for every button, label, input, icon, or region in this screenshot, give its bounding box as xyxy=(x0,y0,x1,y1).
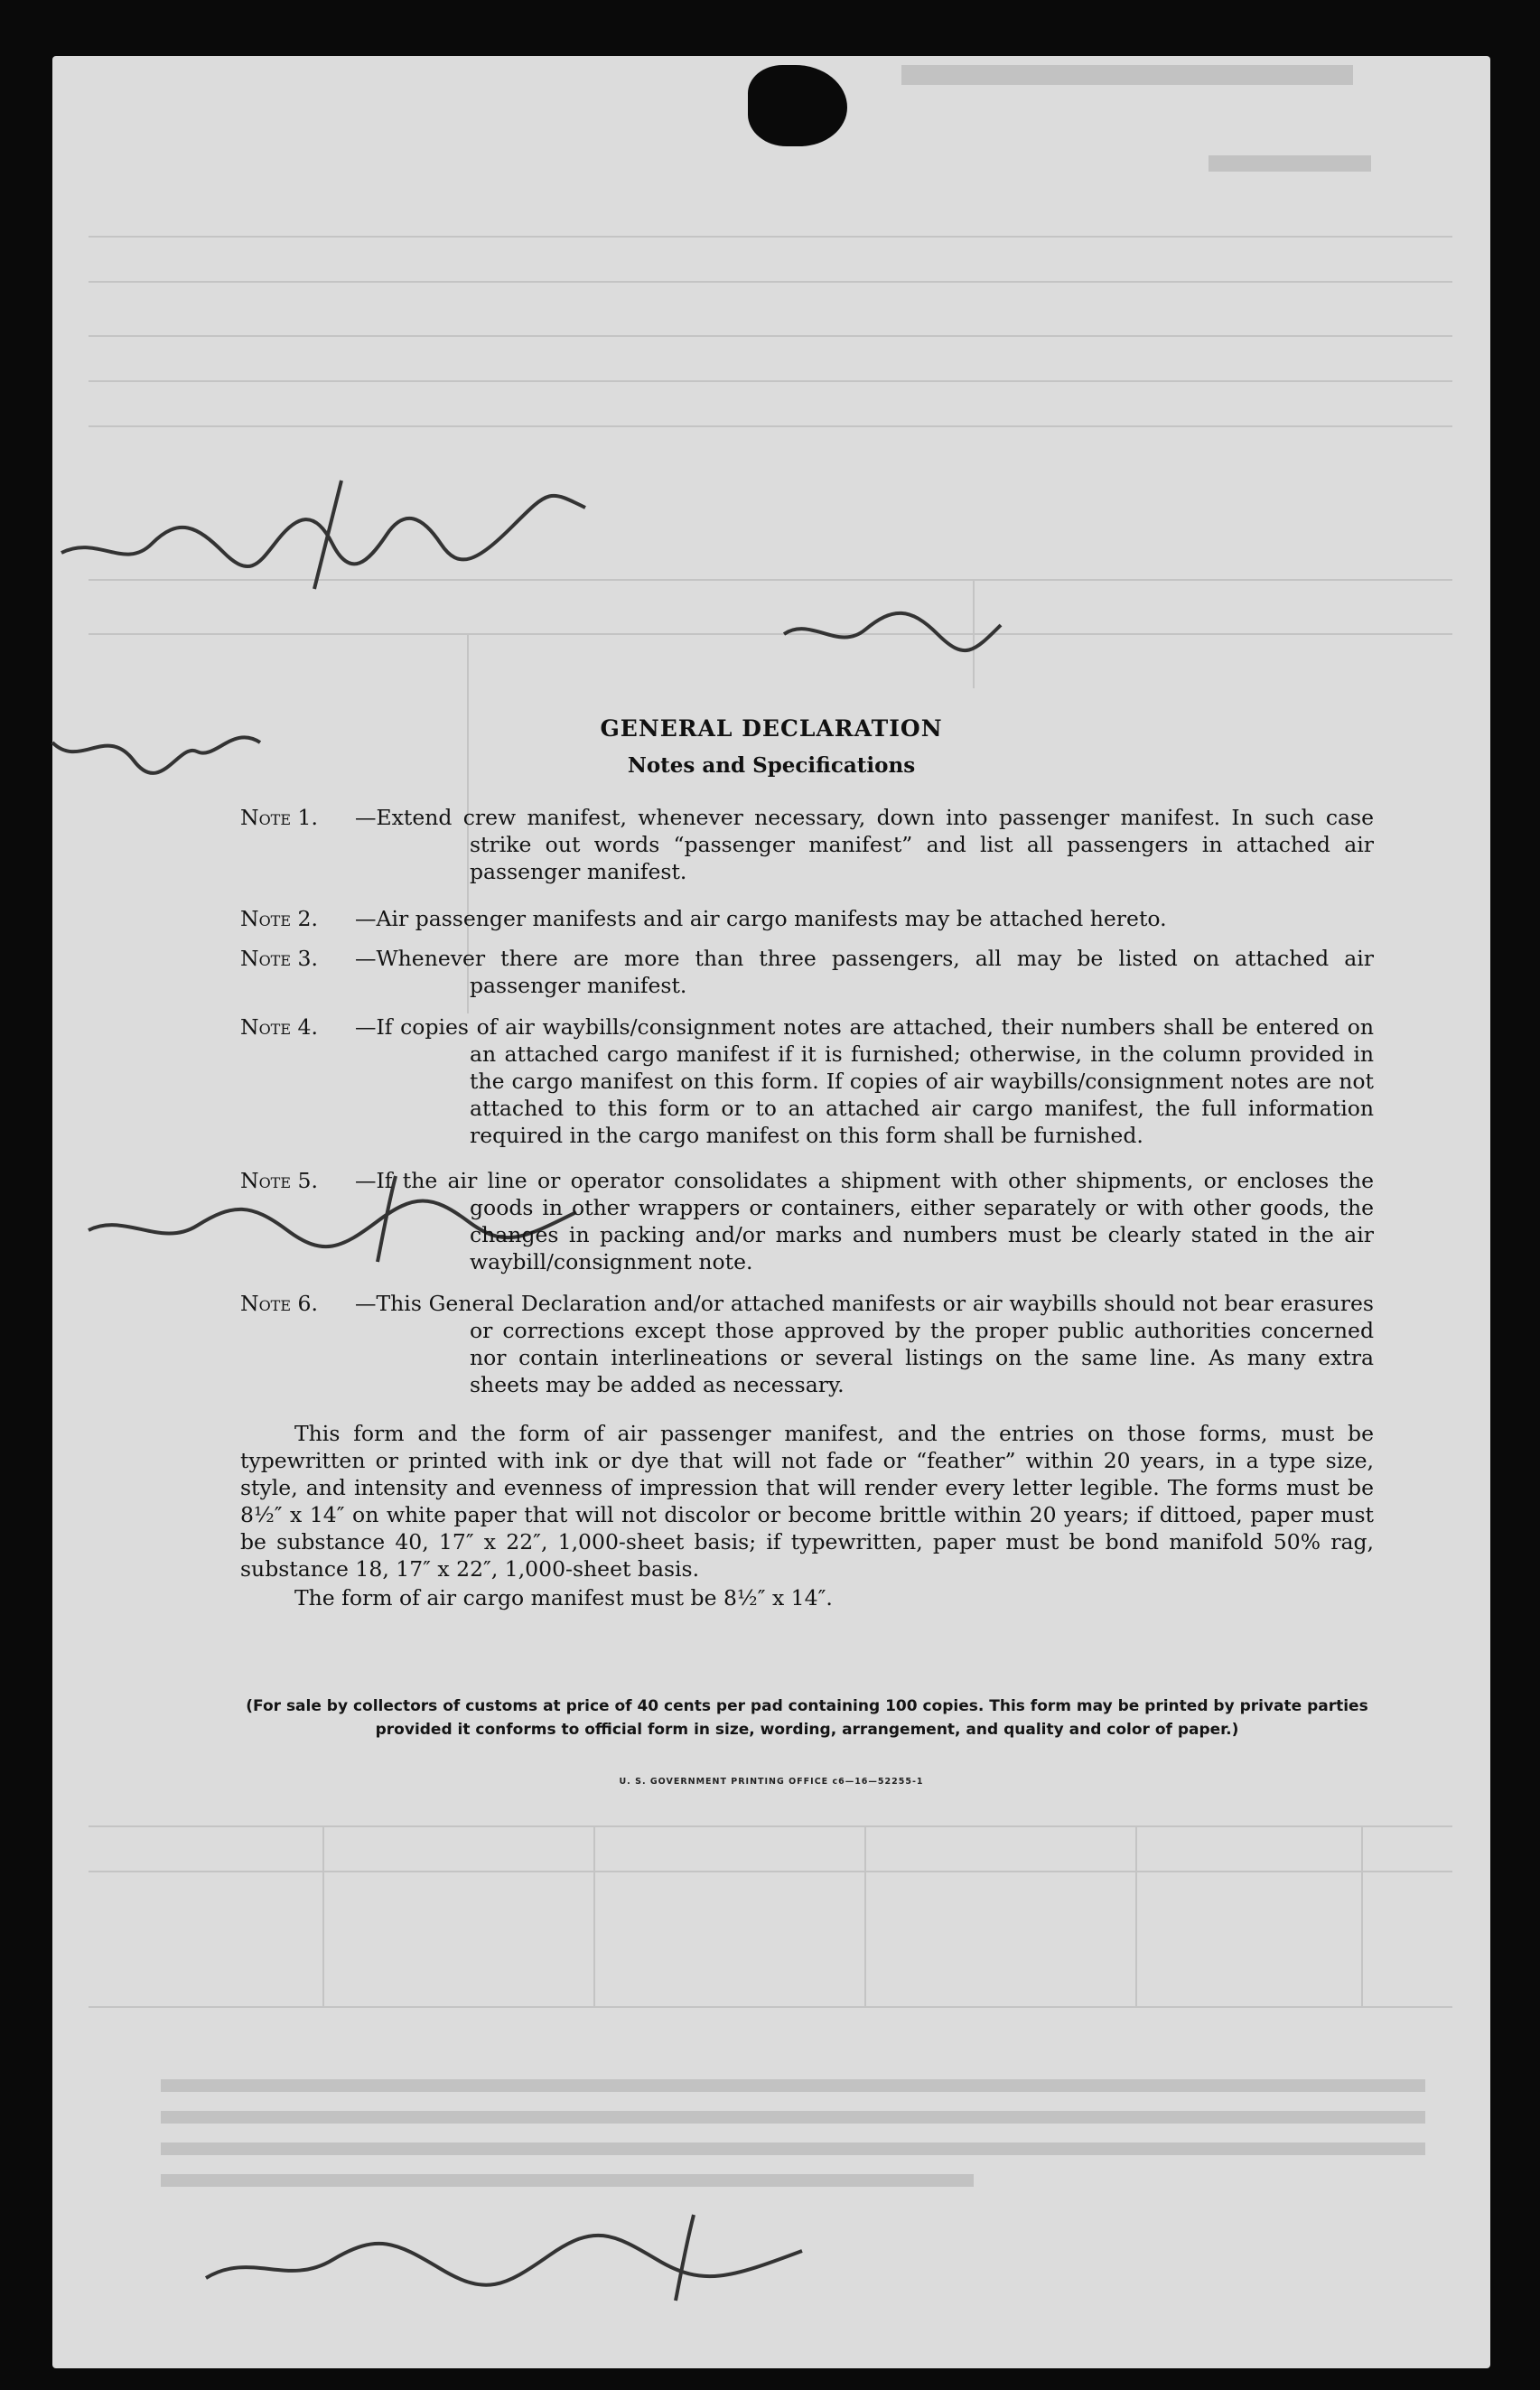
note-3 xyxy=(240,945,1374,999)
gpo-imprint: U. S. GOVERNMENT PRINTING OFFICE c6—16—52255-1 xyxy=(619,1777,924,1787)
note-label: Note 5. xyxy=(240,1168,318,1193)
sale-notice: (For sale by collectors of customs at price of 40 cents per pad containing 100 copies. This form may be printed by private parties provided it conforms to official form in size, wording, arrangement, and quality and color of paper.) xyxy=(246,1697,1368,1739)
note-text: —Extend crew manifest, whenever necessary, down into passenger manifest. In such case strike out words “passenger manifest” and list all passengers in attached air passenger manifest. xyxy=(355,805,1374,884)
note-4 xyxy=(240,1013,1374,1149)
page-title: GENERAL DECLARATION xyxy=(600,715,943,742)
handwritten-signature-bottom xyxy=(188,2206,820,2305)
note-label: Note 3. xyxy=(240,946,318,971)
form-requirements-paragraph: This form and the form of air passenger manifest, and the entries on those forms, must be typewritten or printed with ink or dye that will not fade or “feather” within 20 years, in a type size, style, and intensity and evenness of impression that will render every letter legible. The forms must be 8½″ x 14″ on white paper that will not discolor or become brittle within 20 years; if dittoed, paper must be substance 40, 17″ x 22″, 1,000-sheet basis; if typewritten, paper must be bond manifold 50% rag, substance 18, 17″ x 22″, 1,000-sheet basis. xyxy=(240,1421,1374,1582)
note-label: Note 6. xyxy=(240,1291,318,1316)
document-page xyxy=(52,56,1490,2368)
note-label: Note 4. xyxy=(240,1014,318,1040)
handwritten-scribble-left xyxy=(43,688,296,797)
note-6 xyxy=(240,1290,1374,1398)
note-label: Note 2. xyxy=(240,906,318,931)
note-1 xyxy=(240,804,1374,885)
note-text: —Air passenger manifests and air cargo manifests may be attached hereto. xyxy=(355,906,1167,931)
page-subtitle: Notes and Specifications xyxy=(627,753,916,778)
note-2 xyxy=(240,905,1374,932)
note-text: —Whenever there are more than three passengers, all may be listed on attached air passenger manifest. xyxy=(355,946,1374,998)
cargo-manifest-size-line: The form of air cargo manifest must be 8½″ x 14″. xyxy=(294,1585,833,1610)
note-text: —This General Declaration and/or attached manifests or air waybills should not bear erasures or corrections except those approved by the proper public authorities concerned nor contain interlineations or several listings on the same line. As many extra sheets may be added as necessary. xyxy=(355,1291,1374,1397)
note-text: —If copies of air waybills/consignment notes are attached, their numbers shall be entered on an attached cargo manifest if it is furnished; otherwise, in the column provided in the cargo manifest on this form. If copies of air waybills/consignment notes are not attached to this form or to an attached air cargo manifest, the full information required in the cargo manifest on this form shall be furnished. xyxy=(355,1014,1374,1148)
note-label: Note 1. xyxy=(240,805,318,830)
handwritten-scribble-right xyxy=(775,580,1010,670)
handwritten-signature-top xyxy=(43,453,621,598)
note-5 xyxy=(240,1167,1374,1275)
note-text: —If the air line or operator consolidates a shipment with other shipments, or encloses the goods in other wrappers or containers, either separately or with other goods, the changes in packing and/or marks and numbers must be clearly stated in the air waybill/consignment note. xyxy=(355,1168,1374,1274)
